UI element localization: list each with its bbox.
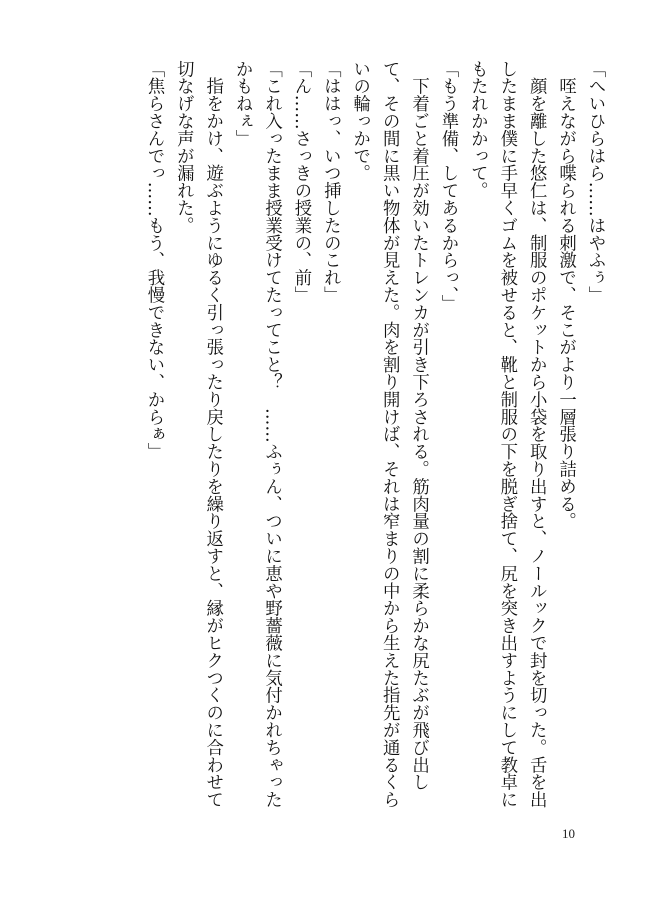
- paragraph-4: 「もう準備、してあるからっ、」: [437, 60, 458, 313]
- paragraph-8: 「これ入ったまま授業受けてたってこと？ ……ふぅん、ついに恵や野薔薇に気付かれちゃったかもねぇ」: [232, 60, 282, 809]
- paragraph-6: 「ははっ、いつ挿したのこれ」: [320, 60, 341, 304]
- paragraph-7: 「ん……さっきの授業の、前」: [290, 60, 311, 304]
- paragraph-9: 指をかけ、遊ぶようにゆるく引っ張ったり戻したりを繰り返すと、縁がヒクつくのに合わせて切なげな声が漏れた。: [173, 60, 223, 809]
- paragraph-1: 「へいひらはら……はやふぅ」: [585, 60, 605, 304]
- paragraph-10: 「焦らさんでっ……もう、我慢できない、からぁ」: [143, 60, 164, 461]
- paragraph-5: 下着ごと着圧が効いたトレンカが引き下ろされる。筋肉量の割に柔らかな尻たぶが飛び出して、その間に黒い物体が見えた。肉を割り開けば、それは窄まりの中から生えた指先が通るくらいの輪っかで。: [349, 60, 429, 809]
- vertical-text-body: [69, 60, 609, 820]
- paragraph-3: 顔を離した悠仁は、制服のポケットから小袋を取り出すと、ノールックで封を切った。舌を出したまま僕に手早くゴムを被せると、靴と制服の下を脱ぎ捨て、尻を突き出すようにして教卓にもたれかかって。: [467, 60, 547, 809]
- page-number: 10: [562, 826, 575, 841]
- paragraph-2: 咥えながら喋られる刺激で、そこがより一層張り詰める。: [555, 60, 576, 530]
